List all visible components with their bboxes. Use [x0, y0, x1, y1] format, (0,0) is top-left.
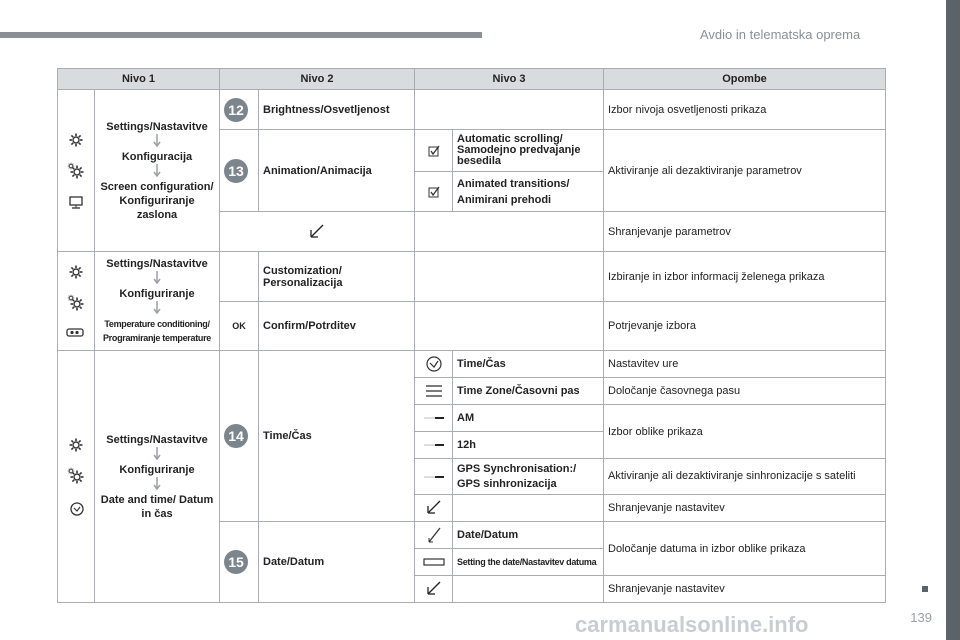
level3-gps-sync: GPS Synchronisation:/ GPS sinhronizacija: [453, 459, 604, 495]
step-badge-13: 13: [224, 159, 248, 183]
level2-time: Time/Čas: [259, 351, 415, 522]
note-brightness: Izbor nivoja osvetljenosti prikaza: [604, 90, 886, 130]
icon-cell: [415, 351, 453, 378]
level3-empty: [453, 576, 604, 603]
list-icon: [425, 384, 443, 398]
note-save-date: Shranjevanje nastavitev: [604, 576, 886, 603]
level2-date: Date/Datum: [259, 522, 415, 603]
badge-cell: [220, 522, 259, 603]
icon-cell: [415, 549, 453, 576]
clock-icon: [425, 355, 443, 373]
icon-cell: [415, 522, 453, 549]
arrow-down-icon: [152, 477, 162, 493]
group2-level1-path: [95, 252, 220, 351]
level3-set-date: Setting the date/Nastavitev datuma: [453, 549, 604, 576]
level3-empty: [415, 252, 604, 302]
table-row: [58, 90, 886, 130]
level3-empty: [415, 212, 604, 252]
group3-level1-path: [95, 351, 220, 603]
ok-label: OK: [220, 302, 259, 351]
back-cell: [415, 495, 453, 522]
level2-brightness: Brightness/Osvetljenost: [259, 90, 415, 130]
gear-icon: [68, 264, 84, 280]
level1-temperature: Temperature conditioning/ Programiranje temperature: [102, 319, 212, 343]
back-cell: [415, 576, 453, 603]
checkbox-icon: [427, 144, 441, 158]
column-header-level2: Nivo 2: [220, 69, 415, 90]
level1-date-time: Date and time/ Datum in čas: [100, 493, 214, 520]
level1-config: Konfiguriranje: [119, 463, 195, 476]
page-number: 139: [910, 610, 932, 625]
page-marker: [922, 586, 928, 592]
column-header-level1: Nivo 1: [58, 69, 220, 90]
gear-icon: [68, 437, 84, 453]
group2-icons: [58, 252, 95, 351]
toggle-icon: [423, 414, 445, 422]
badge-cell: [220, 90, 259, 130]
note-confirm: Potrjevanje izbora: [604, 302, 886, 351]
right-edge-strip: [946, 0, 960, 640]
checkbox-cell: [415, 130, 453, 172]
level2-confirm: Confirm/Potrditev: [259, 302, 415, 351]
step-badge-15: 15: [224, 550, 248, 574]
arrow-down-icon: [152, 301, 162, 317]
level3-empty: [415, 302, 604, 351]
icon-cell: [415, 378, 453, 405]
note-customization: Izbiranje in izbor informacij želenega prikaza: [604, 252, 886, 302]
badge-cell: [220, 130, 259, 212]
clock-icon: [67, 499, 85, 517]
level1-settings: Settings/Nastavitve: [106, 258, 208, 270]
gear-plus-icon: [67, 294, 85, 312]
level3-auto-scroll: Automatic scrolling/ Samodejno predvajanje besedila: [453, 130, 604, 172]
gear-plus-icon: [67, 467, 85, 485]
arrow-back-icon: [425, 500, 443, 516]
note-animation: Aktiviranje ali dezaktiviranje parametrov: [604, 130, 886, 212]
group3-icons: [58, 351, 95, 603]
section-title: Avdio in telematska oprema: [700, 27, 861, 42]
level1-config: Konfiguracija: [121, 150, 193, 163]
level2-customization: Customization/ Personalizacija: [259, 252, 415, 302]
note-save-time: Shranjevanje nastavitev: [604, 495, 886, 522]
icon-cell: [415, 459, 453, 495]
level3-am: AM: [453, 405, 604, 432]
checkbox-cell: [415, 172, 453, 212]
note-gps-sync: Aktiviranje ali dezaktiviranje sinhronizacije s sateliti: [604, 459, 886, 495]
table-row: [58, 252, 886, 302]
menu-table: [57, 68, 886, 603]
arrow-back-icon: [308, 224, 326, 240]
arrow-down-icon: [152, 134, 162, 150]
step-badge-12: 12: [224, 98, 248, 122]
level3-empty: [453, 495, 604, 522]
icon-cell: [415, 432, 453, 459]
table-header-row: [58, 69, 886, 90]
level1-settings: Settings/Nastavitve: [106, 120, 208, 133]
note-save-params: Shranjevanje parametrov: [604, 212, 886, 252]
group1-icons: [58, 90, 95, 252]
checkbox-icon: [427, 185, 441, 199]
column-header-level3: Nivo 3: [415, 69, 604, 90]
toggle-icon: [423, 473, 445, 481]
arrow-back-icon: [425, 581, 443, 597]
top-bar: [0, 32, 482, 38]
note-date: Določanje datuma in izbor oblike prikaza: [604, 522, 886, 576]
gear-icon: [68, 132, 84, 148]
group1-level1-path: [95, 90, 220, 252]
field-icon: [423, 558, 445, 566]
column-header-notes: Opombe: [604, 69, 886, 90]
level2-icon-empty: [220, 252, 259, 302]
table-row: [58, 351, 886, 378]
thermostat-icon: [66, 326, 86, 338]
level3-date: Date/Datum: [453, 522, 604, 549]
step-badge-14: 14: [224, 424, 248, 448]
level3-timezone: Time Zone/Časovni pas: [453, 378, 604, 405]
note-time: Nastavitev ure: [604, 351, 886, 378]
screen-icon: [67, 194, 85, 210]
level3-time: Time/Čas: [453, 351, 604, 378]
watermark: carmanualsonline.info: [575, 612, 809, 637]
level3-animated-transitions: Animated transitions/ Animirani prehodi: [453, 172, 604, 212]
level1-screen-config: Screen configuration/ Konfiguriranje zaslona: [100, 180, 214, 221]
arrow-down-icon: [152, 271, 162, 287]
note-format: Izbor oblike prikaza: [604, 405, 886, 459]
gear-plus-icon: [67, 162, 85, 180]
badge-cell: [220, 351, 259, 522]
back-cell: [220, 212, 415, 252]
arrow-down-icon: [152, 164, 162, 180]
arrow-down-icon: [152, 447, 162, 463]
level1-config: Konfiguriranje: [119, 288, 195, 300]
level1-settings: Settings/Nastavitve: [106, 433, 208, 446]
level3-empty: [415, 90, 604, 130]
toggle-icon: [423, 441, 445, 449]
level2-animation: Animation/Animacija: [259, 130, 415, 212]
pencil-icon: [426, 526, 442, 544]
note-timezone: Določanje časovnega pasu: [604, 378, 886, 405]
level3-12h: 12h: [453, 432, 604, 459]
icon-cell: [415, 405, 453, 432]
